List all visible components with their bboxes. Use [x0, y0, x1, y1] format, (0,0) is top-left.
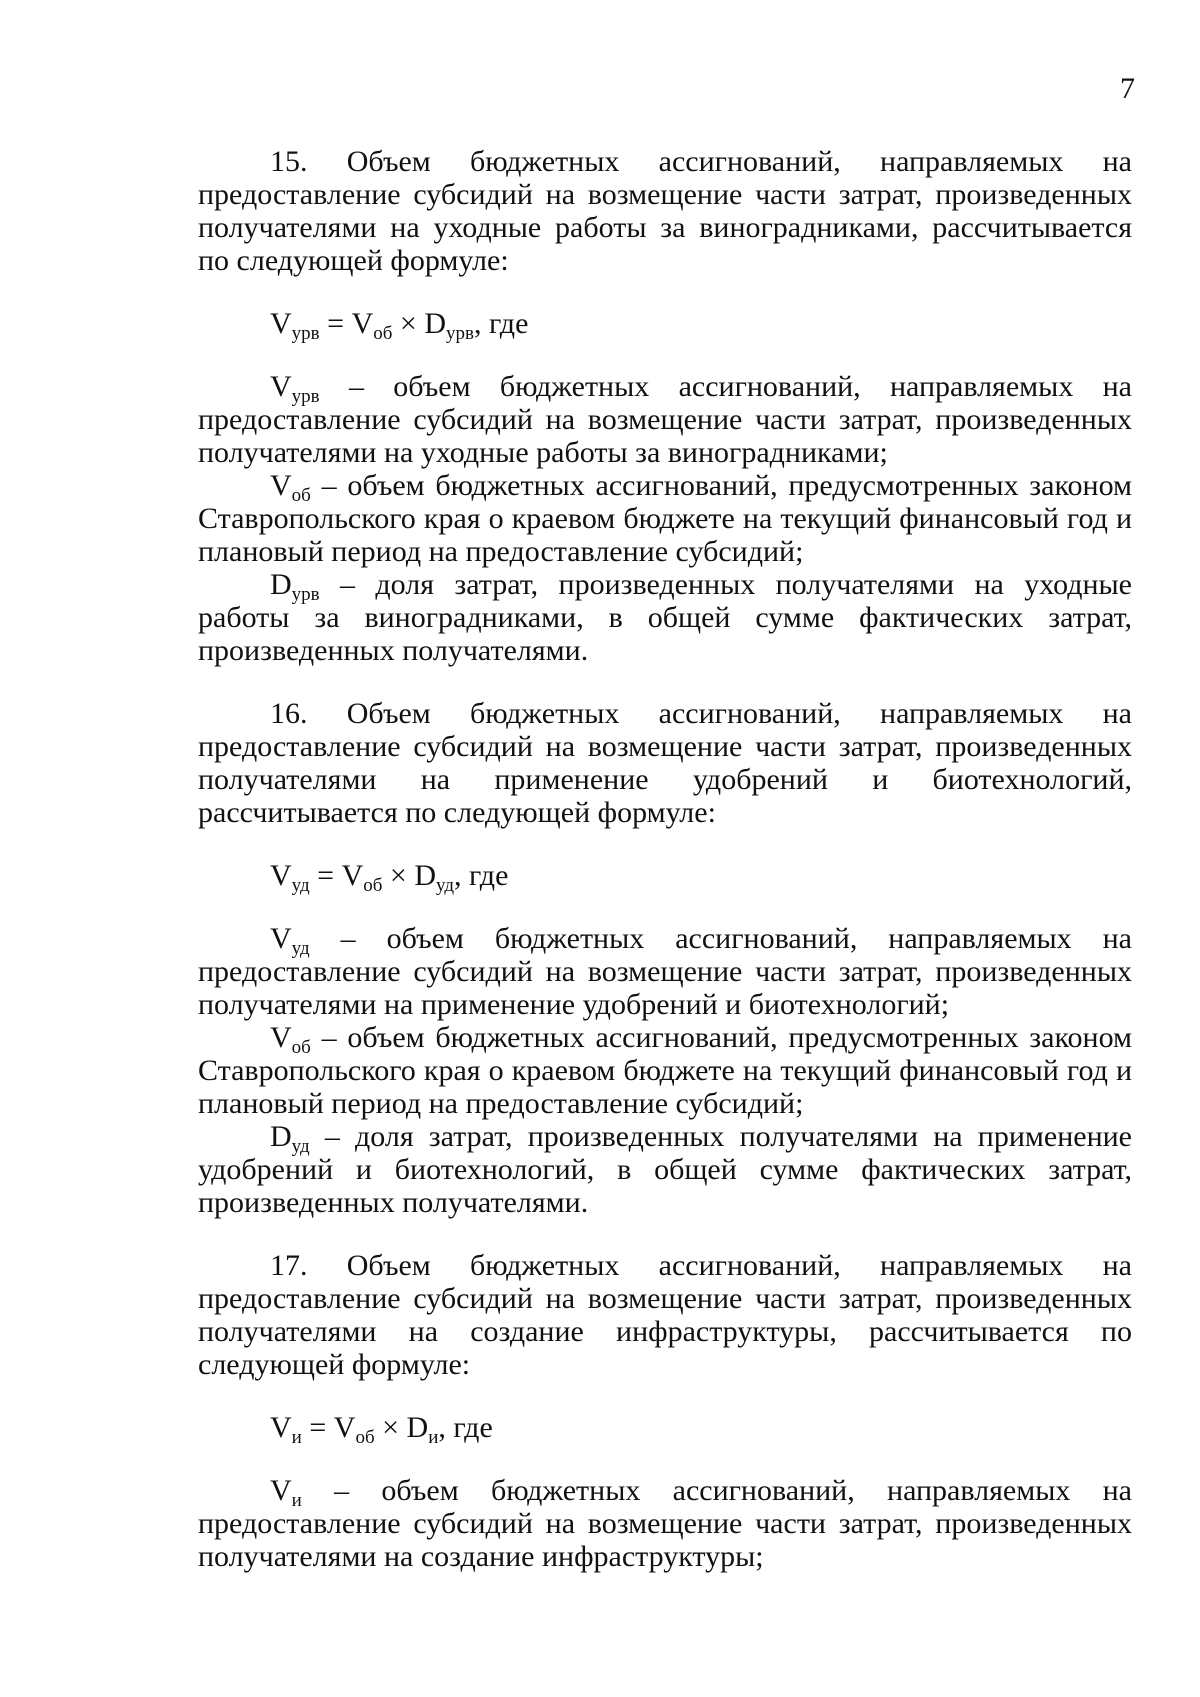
section-16-formula: $V_{уд} = V_{об} \times D_{уд}$, где	[270, 859, 509, 896]
page-number: 7	[1120, 72, 1135, 105]
section-16-definition-1: $V_{уд}$ – объем бюджетных ассигнований, направляемых на предоставление субсидий на возмещение части затрат, произведенных получателями на применение удобрений и биотехнологий;	[198, 922, 1132, 1021]
section-17-formula: $V_и = V_{об} \times D_и$, где	[270, 1411, 493, 1448]
document-body	[198, 145, 1132, 1573]
section-17-definition-1: $V_и$ – объем бюджетных ассигнований, направляемых на предоставление субсидий на возмещение части затрат, произведенных получателями на создание инфраструктуры;	[198, 1474, 1132, 1573]
section-16-definition-3: $D_{уд}$ – доля затрат, произведенных получателями на применение удобрений и биотехнологий, в общей сумме фактических затрат, произведенных получателями.	[198, 1120, 1132, 1219]
section-15-definition-3: $D_{урв}$ – доля затрат, произведенных получателями на уходные работы за виноградниками, в общей сумме фактических затрат, произведенных получателями.	[198, 568, 1132, 667]
section-15-definition-1: $V_{урв}$ – объем бюджетных ассигнований, направляемых на предоставление субсидий на возмещение части затрат, произведенных получателями на уходные работы за виноградниками;	[198, 370, 1132, 469]
section-15-intro: 15. Объем бюджетных ассигнований, направляемых на предоставление субсидий на возмещение части затрат, произведенных получателями на уходные работы за виноградниками, рассчитывается по следующей формуле:	[198, 145, 1132, 277]
section-16-definition-2: $V_{об}$ – объем бюджетных ассигнований, предусмотренных законом Ставропольского края о краевом бюджете на текущий финансовый год и плановый период на предоставление субсидий;	[198, 1021, 1132, 1120]
section-16-intro: 16. Объем бюджетных ассигнований, направляемых на предоставление субсидий на возмещение части затрат, произведенных получателями на применение удобрений и биотехнологий, рассчитывается по следующей формуле:	[198, 697, 1132, 829]
section-17-intro: 17. Объем бюджетных ассигнований, направляемых на предоставление субсидий на возмещение части затрат, произведенных получателями на создание инфраструктуры, рассчитывается по следующей формуле:	[198, 1249, 1132, 1381]
section-15-definition-2: $V_{об}$ – объем бюджетных ассигнований, предусмотренных законом Ставропольского края о краевом бюджете на текущий финансовый год и плановый период на предоставление субсидий;	[198, 469, 1132, 568]
section-15-formula: $V_{урв} = V_{об} \times D_{урв}$, где	[270, 307, 529, 344]
